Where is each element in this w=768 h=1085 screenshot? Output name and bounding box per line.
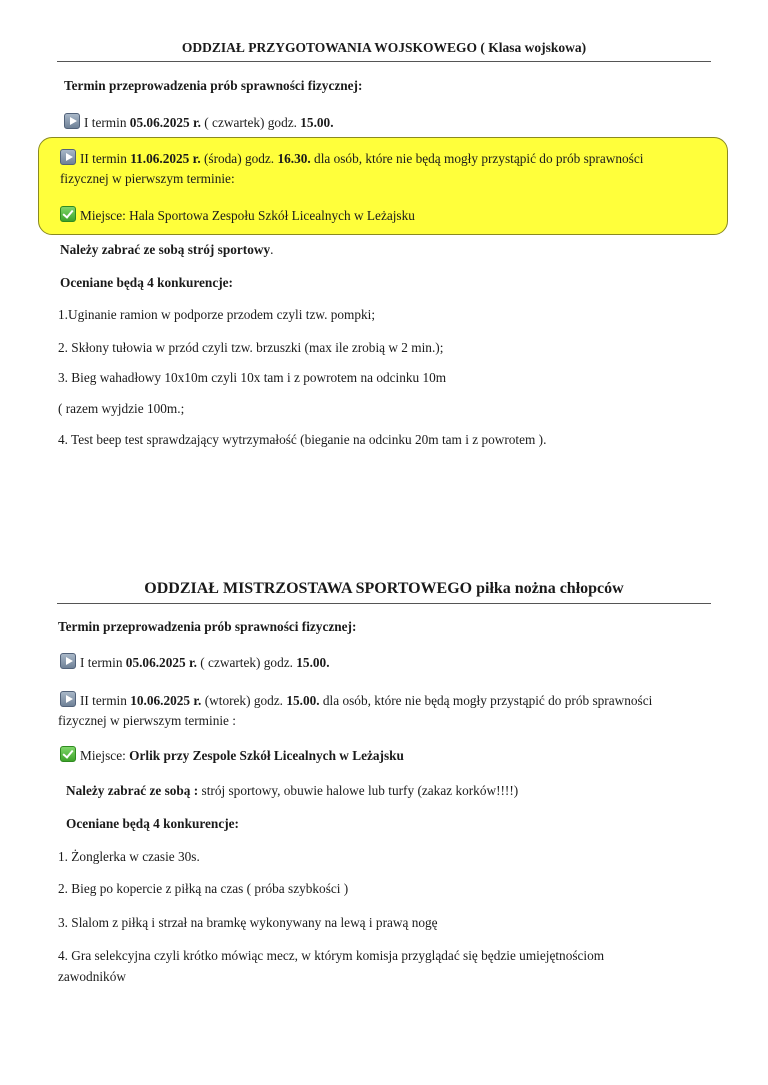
section-2-term-1: I termin 05.06.2025 r. ( czwartek) godz. 15.00. bbox=[60, 653, 330, 671]
section-2-title: ODDZIAŁ MISTRZOSTAWA SPORTOWEGO piłka nożna chłopców bbox=[144, 580, 624, 597]
section-2-bring: Należy zabrać ze sobą : strój sportowy, obuwie halowe lub turfy (zakaz korków!!!!) bbox=[66, 783, 519, 798]
section-2-term-heading: Termin przeprowadzenia prób sprawności fizycznej: bbox=[58, 619, 357, 634]
section-1-item-2: 2. Skłony tułowia w przód czyli tzw. brzuszki (max ile zrobią w 2 min.); bbox=[58, 340, 444, 355]
play-button-icon bbox=[64, 113, 80, 129]
checkmark-icon bbox=[60, 746, 76, 762]
section-2-item-1: 1. Żonglerka w czasie 30s. bbox=[58, 849, 200, 864]
section-2-place: Miejsce: Orlik przy Zespole Szkół Licealnych w Leżajsku bbox=[60, 746, 404, 764]
section-1-title: ODDZIAŁ PRZYGOTOWANIA WOJSKOWEGO ( Klasa wojskowa) bbox=[181, 40, 587, 55]
section-1-item-1: 1.Uginanie ramion w podporze przodem czyli tzw. pompki; bbox=[58, 307, 376, 322]
section-1-term-2: II termin 11.06.2025 r. (środa) godz. 16.30. dla osób, które nie będą mogły przystąpić do prób sprawności bbox=[60, 149, 643, 167]
section-2-assessed-heading: Oceniane będą 4 konkurencje: bbox=[66, 816, 239, 831]
section-1-term-2-line-2: fizycznej w pierwszym terminie: bbox=[60, 171, 235, 186]
section-2-divider bbox=[57, 603, 711, 604]
section-2-term-2-line-2: fizycznej w pierwszym terminie : bbox=[58, 713, 236, 728]
section-1-term-heading: Termin przeprowadzenia prób sprawności fizycznej: bbox=[64, 78, 363, 93]
section-1-term-1: I termin 05.06.2025 r. ( czwartek) godz. 15.00. bbox=[64, 113, 334, 131]
section-1-assessed-heading: Oceniane będą 4 konkurencje: bbox=[60, 275, 233, 290]
section-2-item-3: 3. Slalom z piłką i strzał na bramkę wykonywany na lewą i prawą nogę bbox=[58, 915, 438, 930]
section-1-item-3: 3. Bieg wahadłowy 10x10m czyli 10x tam i z powrotem na odcinku 10m bbox=[58, 370, 447, 385]
play-button-icon bbox=[60, 653, 76, 669]
section-2-item-4-cont: zawodników bbox=[58, 969, 126, 984]
section-2-item-4: 4. Gra selekcyjna czyli krótko mówiąc mecz, w którym komisja przyglądać się będzie umiejętnościom bbox=[58, 948, 605, 963]
section-1-divider bbox=[57, 61, 711, 62]
play-button-icon bbox=[60, 149, 76, 165]
play-button-icon bbox=[60, 691, 76, 707]
section-2-item-2: 2. Bieg po kopercie z piłką na czas ( próba szybkości ) bbox=[58, 881, 349, 896]
checkmark-icon bbox=[60, 206, 76, 222]
section-1-item-3-cont: ( razem wyjdzie 100m.; bbox=[58, 401, 185, 416]
section-1-bring: Należy zabrać ze sobą strój sportowy. bbox=[60, 242, 274, 257]
section-2-term-2: II termin 10.06.2025 r. (wtorek) godz. 15.00. dla osób, które nie będą mogły przystąpić do prób sprawności bbox=[60, 691, 652, 709]
section-1-item-4: 4. Test beep test sprawdzający wytrzymałość (bieganie na odcinku 20m tam i z powrotem ). bbox=[58, 432, 547, 447]
section-1-place: Miejsce: Hala Sportowa Zespołu Szkół Licealnych w Leżajsku bbox=[60, 206, 415, 224]
